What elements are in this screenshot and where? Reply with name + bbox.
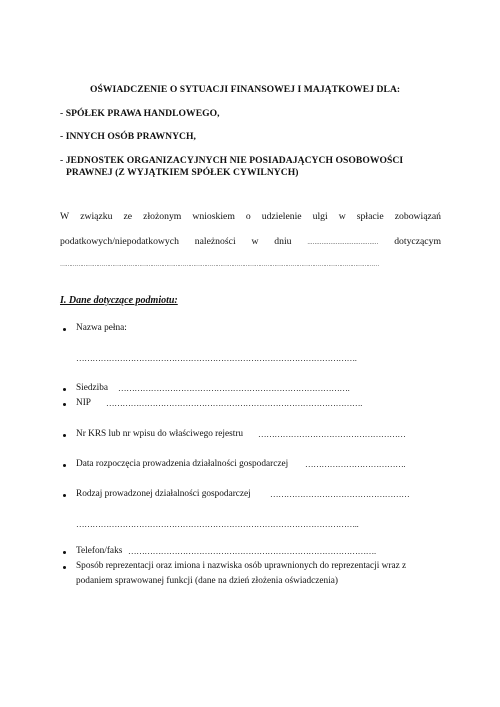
data-field[interactable]: ………………………………. [305,459,406,469]
document-title: OŚWIADCZENIE O SYTUACJI FINANSOWEJ I MAJĄTKOWEJ DLA: [90,84,401,95]
intro-word: dotyczącym [394,236,441,247]
nip-label: NIP [76,398,91,408]
telefon-field[interactable]: ………………………………………………………………………………. [128,546,376,556]
intro-word: w [251,236,259,247]
intro-word: ze [123,211,133,222]
sposob-label: Sposób reprezentacji oraz imiona i nazwiska osób uprawnionych do reprezentacji wraz z [76,561,407,571]
intro-word: dniu [274,236,292,247]
bullet [63,328,66,331]
heading-item-jednostki-cont: PRAWNEJ (Z WYJĄTKIEM SPÓŁEK CYWILNYCH) [66,167,299,178]
intro-word: wnioskiem [192,211,235,222]
intro-word: związku [80,211,113,222]
intro-word: podatkowych/niepodatkowych [60,236,179,247]
nip-field[interactable]: …………………………………………………………………………………. [106,398,363,408]
bullet [63,464,66,467]
intro-word: spłacie [356,211,384,222]
intro-word: zobowiązań [394,211,441,222]
bullet [63,566,66,569]
krs-field[interactable]: ……………………………………………… [258,429,406,439]
siedziba-label: Siedziba [76,383,109,393]
data-label: Data rozpoczęcia prowadzenia działalności gospodarczej [76,459,289,469]
telefon-label: Telefon/faks [76,546,123,556]
section-title: I. Dane dotyczące podmiotu: [60,295,178,306]
nazwa-label: Nazwa pełna: [76,323,127,333]
bullet [63,434,66,437]
intro-fill-line[interactable]: …………………………………………………………………………………………………………………………………………………………… [60,262,379,268]
siedziba-field[interactable]: …………………………………………………………………………. [118,383,350,393]
bullet [63,388,66,391]
nazwa-field[interactable]: …………………………………………………………………………………………. [76,353,357,363]
intro-word: o [245,211,251,222]
intro-line-2 [60,236,441,247]
date-field[interactable]: ........................................ [307,239,379,246]
krs-label: Nr KRS lub nr wpisu do właściwego rejestru [76,429,244,439]
bullet [63,403,66,406]
intro-line-1 [60,211,441,222]
intro-word: w [338,211,346,222]
rodzaj-label: Rodzaj prowadzonej działalności gospodarczej [76,489,251,499]
intro-word: ulgi [312,211,328,222]
bullet [63,551,66,554]
rodzaj-field[interactable]: …………………………………………… [270,489,410,499]
heading-item-jednostki: - JEDNOSTEK ORGANIZACYJNYCH NIE POSIADAJĄCYCH OSOBOWOŚCI [60,155,404,166]
intro-word: należności [194,236,236,247]
sposob-label-cont: podaniem sprawowanej funkcji (dane na dzień złożenia oświadczenia) [76,576,339,586]
intro-word: złożonym [143,211,182,222]
heading-item-osoby-prawne: - INNYCH OSÓB PRAWNYCH, [60,131,197,142]
bullet [63,494,66,497]
intro-word: udzielenie [261,211,302,222]
intro-word: W [60,211,70,222]
rodzaj-field-line-2[interactable]: ………………………………………………………………………………………….. [76,519,359,529]
heading-item-spolki: - SPÓŁEK PRAWA HANDLOWEGO, [60,108,220,119]
